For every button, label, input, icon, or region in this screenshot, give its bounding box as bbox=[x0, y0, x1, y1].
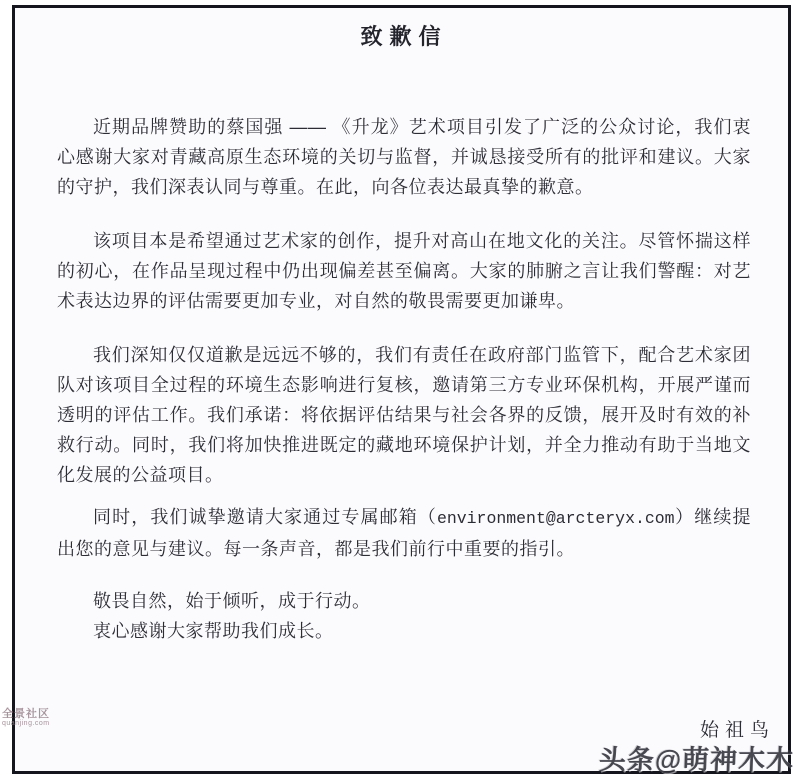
paragraph-3: 我们深知仅仅道歉是远远不够的，我们有责任在政府部门监管下，配合艺术家团队对该项目全过程的环境生态影响进行复核，邀请第三方专业环保机构，开展严谨而透明的评估工作。我们承诺：将依据评估结果与社会各界的反馈，展开及时有效的补救行动。同时，我们将加快推进既定的藏地环境保护计划，并全力推动有助于当地文化发展的公益项目。 bbox=[57, 345, 751, 485]
signature: 始祖鸟 bbox=[699, 720, 775, 741]
closing-line-2: 衷心感谢大家帮助我们成长。 bbox=[93, 621, 334, 641]
paragraph-4-text-after: ）继续提出您的意见与建议。每一条声音，都是我们前行中重要的指引。 bbox=[57, 507, 752, 559]
closing-line-1: 敬畏自然，始于倾听，成于行动。 bbox=[93, 591, 371, 611]
paragraph-2: 该项目本是希望通过艺术家的创作，提升对高山在地文化的关注。尽管怀揣这样的初心，在作品呈现过程中仍出现偏差甚至偏离。大家的肺腑之言让我们警醒：对艺术表达边界的评估需要更加专业，对自然的敬畏需要更加谦卑。 bbox=[57, 231, 751, 311]
letter-content bbox=[15, 8, 788, 746]
toutiao-author-watermark: 头条@萌神木木 bbox=[598, 745, 795, 775]
paragraph-1: 近期品牌赞助的蔡国强 —— 《升龙》艺术项目引发了广泛的公众讨论，我们衷心感谢大家对青藏高原生态环境的关切与监督，并诚恳接受所有的批评和建议。大家的守护，我们深表认同与尊重。在此，向各位表达最真挚的歉意。 bbox=[57, 117, 751, 197]
stock-photo-watermark bbox=[2, 708, 62, 728]
letter-title: 致歉信 bbox=[360, 24, 448, 49]
paragraph-4-text: 同时，我们诚挚邀请大家通过专属邮箱（ bbox=[93, 507, 437, 527]
paragraph-4 bbox=[57, 502, 751, 564]
letter-page bbox=[12, 5, 791, 774]
letter-body bbox=[57, 112, 751, 564]
contact-email: environment@arcteryx.com bbox=[436, 509, 675, 528]
closing-lines bbox=[57, 586, 751, 646]
stock-watermark-url-text: quanjing.com bbox=[2, 720, 50, 728]
stock-watermark-cjk-text: 全景社区 bbox=[2, 708, 50, 720]
